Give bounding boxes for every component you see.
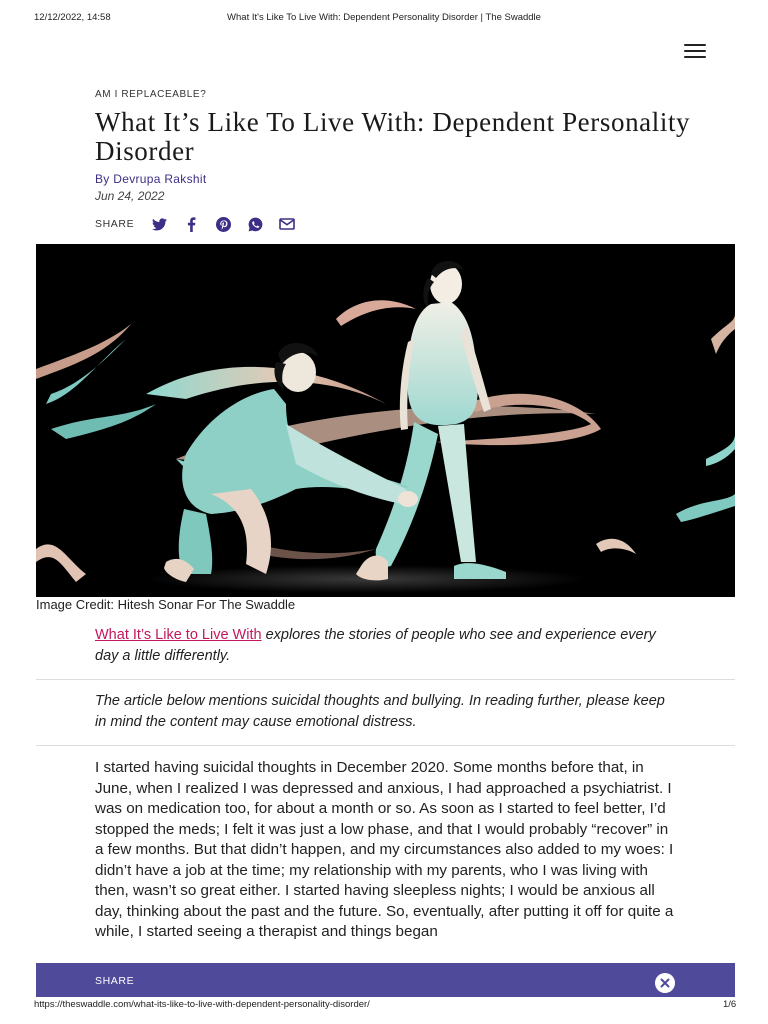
print-datetime: 12/12/2022, 14:58 [34, 12, 111, 23]
article-body-paragraph: I started having suicidal thoughts in December 2020. Some months before that, in June, when I realized I was depressed and anxious, I had approached a psychiatrist. I was on medication too, for about a month or so. As soon as I started to feel better, I’d stopped the meds; I felt it was just a low phase, and that I would probably “recover” in a few months. But that didn’t happen, and my circumstances also added to my woes: I didn’t have a job at the time; my relationship with my parents, who I was living with then, wasn’t so great either. I started having sleepless nights; I would be anxious all day, thinking about the past and the future. So, eventually, after putting it off for quite a while, I started seeing a therapist and things began [95, 759, 674, 940]
series-link[interactable]: What It’s Like to Live With [95, 627, 262, 643]
author-link[interactable]: Devrupa Rakshit [113, 172, 207, 186]
sticky-share-bar[interactable] [36, 963, 735, 997]
divider [36, 745, 735, 746]
article-kicker: AM I REPLACEABLE? [95, 89, 207, 100]
byline [95, 172, 206, 186]
print-header [0, 12, 768, 28]
image-credit: Image Credit: Hitesh Sonar For The Swaddle [36, 597, 296, 612]
divider [36, 679, 735, 680]
series-intro [95, 625, 675, 667]
twitter-icon[interactable] [150, 215, 168, 233]
series-intro-text: explores the stories of people who see and experience every day a little differently. [95, 627, 656, 664]
publish-date: Jun 24, 2022 [95, 189, 165, 203]
print-footer-url: https://theswaddle.com/what-its-like-to-live-with-dependent-personality-disorder/ [34, 999, 370, 1010]
content-warning: The article below mentions suicidal thoughts and bullying. In reading further, please keep in mind the content may cause emotional distress. [95, 693, 665, 730]
byline-prefix: By [95, 172, 114, 186]
facebook-icon[interactable] [182, 215, 200, 233]
hamburger-menu-icon[interactable] [684, 44, 706, 60]
whatsapp-icon[interactable] [246, 215, 264, 233]
share-row [95, 215, 310, 233]
email-icon[interactable] [278, 215, 296, 233]
pinterest-icon[interactable] [214, 215, 232, 233]
print-page-title: What It's Like To Live With: Dependent Personality Disorder | The Swaddle [227, 12, 541, 23]
close-icon[interactable] [655, 973, 675, 993]
share-label: SHARE [95, 218, 135, 230]
hero-illustration [36, 244, 735, 597]
share-bar-label: SHARE [95, 975, 135, 987]
print-page-number: 1/6 [723, 999, 737, 1010]
article-title: What It’s Like To Live With: Dependent Personality Disorder [95, 107, 691, 166]
